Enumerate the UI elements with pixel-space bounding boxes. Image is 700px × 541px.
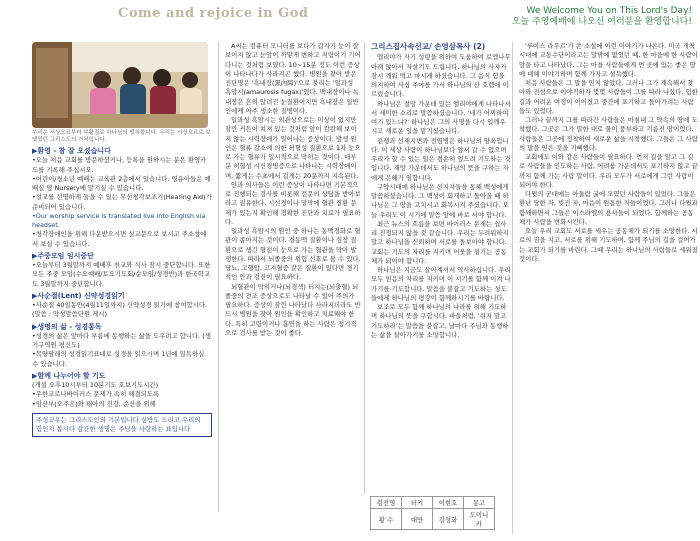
photo-caption: 우리는 서상오르부터 부활절로 하나님의 떨쳐합니다. 우리는 서상오르로 보냈었던 그리스도의 거처입니다.: [32, 130, 211, 143]
column-paragraph: 그러나 끝까지 그를 따라간 사람들은 마침내 그 약속의 땅에 도착했다. 그곳은 그가 말한 대로 물이 풍부하고 기름진 땅이었다. 사람들은 그곳에 정착하여 새로운 삶을 시작했다. 그들은 그 사람의 말을 믿은 것을 기뻐했다.: [519, 116, 698, 152]
section-meetings-paused: [32, 252, 212, 289]
column-paragraph: 하나님은 절망 가운데 있는 엘리야에게 나타나셔서 세미한 소리로 말씀하셨습니다. '네가 어찌하여 여기 있느냐?' 하나님은 그의 사명을 다시 일깨우시고 새로운 일을 맡기셨습니다.: [371, 99, 511, 136]
article-paragraph: 일과성 흑암시는 외관상으로는 이상이 없지만 잠깐 커튼이 쳐져 있는 것처럼 앞이 캄캄해 보이지 않는 시력장애가 일어나는 증상이다. 발생 원인은 혈류 감소에 의한 허혈성 질환으로 1차 눈으로 가는 혈류가 일시적으로 막히는 것이다. 대부분 허혈성 시신경병증으로 나타나는 시력장애이며, 짧게는 수초에서 길게는 20분까지 지속된다.: [225, 116, 361, 180]
article-paragraph: 뇌혈관이 막히거나(뇌경색) 터지는(뇌출혈) 뇌졸중의 전조 증상으로도 나타날 수 있어 주의가 필요하다. 증상이 잠깐 나타났다 사라지더라도 반드시 병원을 찾아 원인을 확인하고 치료해야 한다. 특히 고령이거나 흡연을 하는 사람은 정기적으로 검사를 받는 것이 좋다.: [225, 282, 361, 337]
congregation-photo: [32, 42, 208, 128]
column-title: 그리스집사속선교/ 손영삼목사 (2): [371, 42, 486, 51]
footer-motto: 주성교우는 그리스도인의 기본입니다 심방도 드리고 우리의 힘인지 봅시다 감간한 생명은 주님을 사랑하는 표입니다: [32, 413, 212, 437]
devotional-column: [512, 42, 699, 534]
section-title: ▶함께 나누어야 할 기도: [32, 371, 106, 380]
mission-column: [364, 42, 511, 494]
photo-illustration: [32, 42, 208, 128]
section-prayer: [32, 372, 212, 409]
welcome-korean: 오늘 주영예배에 나오신 여러분을 환영합니다!: [511, 17, 692, 27]
column-paragraph: '루이스 라무르'가 쓴 소설에 이런 이야기가 나온다. 미국 개척시대에 교통수단이라고는 말밖에 없었던 때, 한 마을에 한 사람이 말을 타고 나타났다. 그는 마을 사람들에게 먼 곳에 있는 좋은 땅에 대해 이야기하며 함께 가자고 설득했다.: [519, 42, 698, 78]
column-paragraph: 전쟁과 선재지변과 전염병은 하나님의 양육입니다. 이 세상 사람이 하나님보다 앞서 갈 수 없으며 우리가 할 수 있는 일은 겸손히 엎드려 기도하는 것입니다. 재앙 가운데서도 하나님의 뜻을 구하는 자에게 은혜가 임합니다.: [371, 136, 511, 182]
header-welcome: [512, 6, 692, 28]
list-item: •오늘부터 3월말까지 예배후 친교와 식사 잠시 중단합니다. 또한 모든 주중 모임(수요예배/토요기도회/순모임/성경반)과 한국학교도 3월말까지 중단합니다.: [32, 261, 211, 288]
list-item: •설교를 선명하게 들을 수 있는 무선청각보조기(Hearing Aid)가 준비되어 있습니다.: [32, 193, 212, 211]
column-paragraph: 다윗의 군대에는 아둘람 굴에 모였던 사람들이 있었다. 그들은 환난 당한 자, 빚진 자, 마음이 원통한 자들이었다. 그러나 다윗과 함께하면서 그들은 이스라엘의 용사들이 되었다. 함께하는 공동체가 사람을 변화시킨다.: [519, 190, 698, 226]
table-cell: 김진영: [371, 497, 402, 509]
list-item: •오늘 처음 교회를 방문하셨거나, 등록을 원하시는 분은 환영카드를 기록해 주십시오.: [32, 156, 207, 174]
page-header: [0, 0, 700, 34]
announcements-column: [32, 42, 212, 538]
welcome-english: We Welcome You on This Lord's Day!: [526, 6, 692, 16]
list-item: •목양팔레의 성경읽기표대로 성경을 읽으시며 1년에 일독하실 수 있습니다.: [32, 350, 205, 368]
table-cell: 이현호: [433, 497, 464, 509]
column-paragraph: 최근 뉴스의 흐름을 보면 바이러스 문제는 쉽사리 진정되지 않을 것 같습니다. 우리는 두려워하지 말고 하나님을 신뢰하며 서로를 돌보아야 합니다. 교회는 기도의 자리를 지키며 이웃을 섬기는 공동체가 되어야 합니다.: [371, 219, 509, 265]
article-paragraph: 일과성 흑암시의 원인 중 하나는 동맥경화로 혈관이 좁아지는 것이다. 경동맥 질환이나 심장 질환으로 생긴 혈전이 눈으로 가는 혈관을 막아 발생한다. 따라서 뇌졸중의 위험 신호로 볼 수 있다. 당뇨, 고혈압, 고지혈증 같은 질환이 있다면 정기적인 안과 검진이 필요하다.: [225, 227, 361, 282]
column-paragraph: 하나님은 지금도 살아계셔서 역사하십니다. 우리 모두 믿음의 자리를 지키며 이 시기를 함께 이겨 나가기를 기도합니다. 말씀을 붙잡고 기도하는 성도들에게 하나님의 평강이 함께하시기를 바랍니다.: [371, 266, 511, 302]
section-title: ▶주중모임 임시중단: [32, 251, 94, 260]
table-row: [371, 509, 495, 530]
table-cell: 몽고: [464, 497, 495, 509]
article-paragraph: 안과 의사들은 이런 증상이 나타나면 기본적으로 진행되는 검사를 비롯해 전문의 상담을 받아보라고 권유한다. 시신경이나 망막에 혈관 질환 문제가 있는지 확인해 정확한 진단과 치료가 필요하다.: [225, 180, 361, 226]
table-cell: 터키: [402, 497, 433, 509]
column-paragraph: 보조로 모두 함께 하나님의 나라를 위해 기도하며 하나님의 뜻을 구합시다. 바울처럼, '쉬지 말고 기도하라'는 말씀을 붙잡고, 날마다 주님과 동행하는 삶을 살아가기를 소망합니다.: [371, 303, 509, 339]
article-paragraph: A씨는 컴퓨터 모니터를 보다가 갑자기 눈이 잘 보이지 않고 눈앞이 까맣게 변하고 저림이기 기어 다니는 것처럼 보였다. 10~15분 정도 이런 증상이 나타나다가 사라지곤 했다. 병원을 찾아 받은 진단명은 '흑내장(黑內障)'으로 불리는 '일과성 흑암시(amaurosis fugax)'였다. 백내장이나 녹내장은 흔히 알려진 눈질환이지만 흑내장은 일반인에게 아주 생소한 질병이다.: [225, 42, 361, 115]
column-paragraph: 오늘 우리 교회도 서로를 세우는 공동체가 되기를 소망한다. 서로의 짐을 지고, 서로를 위해 기도하며, 함께 주님의 길을 걸어가는 교회가 되기를 바란다. 그때 우리는 하나님의 사람들로 세워질 것이다.: [519, 227, 698, 263]
section-lent-reading: [32, 292, 212, 320]
section-title: ▶사순절(Lent) 신약성경읽기: [32, 291, 125, 300]
table-cell: 김성화: [433, 509, 464, 530]
table-cell: 황 수: [371, 509, 402, 530]
section-welcome: [32, 147, 212, 249]
usher-table: [370, 496, 495, 530]
column-paragraph: 엘리야가 자기 성령을 위하여 도움하여 로엠나무 아래 앉아서 자살기도 드립니다. 하나님의 사자가 잠시 깨워 먹고 마시게 하셨습니다. 그 음식 힘을 의지하여 사십 주야를 가서 하나님의 산 호렙에 이르렀습니다.: [371, 53, 511, 99]
section-title: ▶생명의 삶 - 성경통독: [32, 322, 102, 331]
list-item: •우한코로나바이러스 문제가 속히 해결되도록: [32, 390, 160, 399]
column-paragraph: 처음 사람들은 그 말을 믿지 않았다. 그러나 그가 계속해서 찾아와 진심으로 이야기하자 몇몇 사람들이 그를 따라 나섰다. 험한 길과 어려운 여정이 이어졌고 중간에 포기하고 돌아가려는 사람들도 있었다.: [519, 79, 698, 115]
list-item: •임산부(오주은)와 태아의 건강, 순산을 위해: [32, 399, 156, 408]
header-title: Come and rejoice in God: [118, 6, 309, 21]
list-item: •어린이/청소년 예배는 교육관 2층에서 있습니다. 영유아들은 예배실 옆 Nursery에 맡기실 수 있습니다.: [32, 174, 211, 192]
column-paragraph: 구약시대에 하나님은 선지자들을 통해 백성에게 말씀하셨습니다. 그 백성이 회개하고 돌아올 때 하나님은 그 땅을 고치시고 회복시켜 주셨습니다. 오늘 우리도 이 시기에 말씀 앞에 바로 서야 합니다.: [371, 182, 509, 219]
section-bible-reading: [32, 323, 212, 369]
translation-note: •Our worship service is translated live into English via headset.: [32, 211, 206, 229]
list-item: •성경의 삶은 앞마다 부름에 동행하는 삶을 도우려고 합니다. (생기구역원 평신도): [32, 331, 211, 349]
table-row: [371, 497, 495, 509]
table-cell: 도미니카: [464, 509, 495, 530]
section-title: ▶환영 - 참 잘 오셨습니다: [32, 147, 111, 155]
list-item: •청각장애인을 위해 다운받으시면 설교문으로 보시고 주소창에서 보실 수 있습니다.: [32, 230, 207, 248]
column-paragraph: 교회에도 이와 같은 사람들이 필요하다. 먼저 길을 알고 그 길로 사람들을 인도하는 사람, 어려움 가운데서도 포기하지 않고 끝까지 함께 가는 사람 말이다. 우리 모두가 서로에게 그런 사람이 되어야 한다.: [519, 153, 698, 189]
table-cell: 대만: [402, 509, 433, 530]
health-article-column: [218, 42, 361, 512]
list-item: •사순절 40일동안(4월11일까지) 신약성경 읽기에 참여합시다. (말씀 : 약성말씀단원 게시): [32, 301, 208, 319]
list-item: (개설 오후10시부터 10분기도 호보기도시간): [32, 381, 159, 389]
